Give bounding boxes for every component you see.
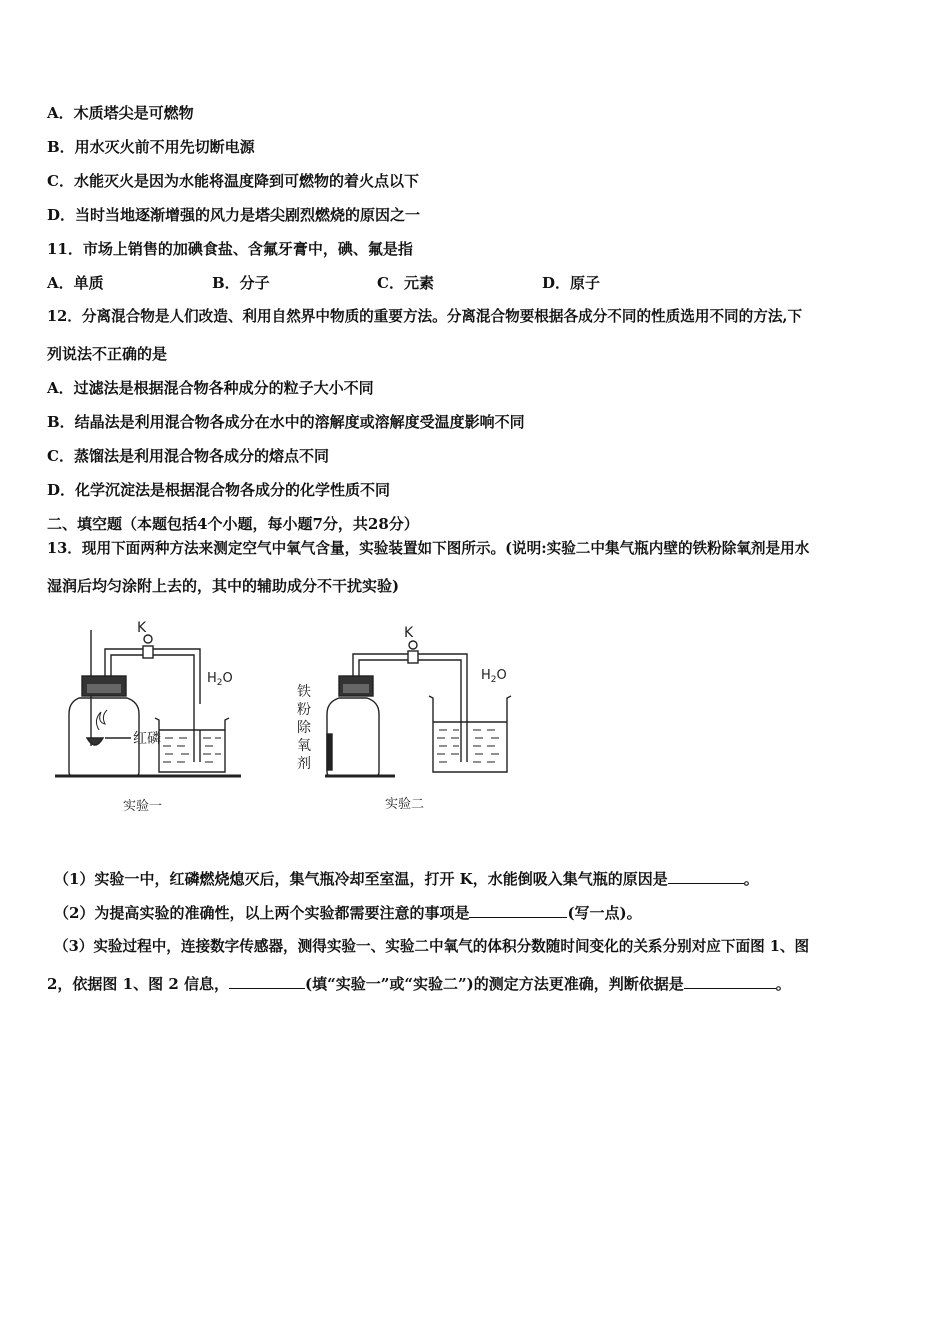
q12-stem-line2: 列说法不正确的是 [47, 345, 168, 363]
q10-option-a: A．木质塔尖是可燃物 [47, 104, 194, 122]
valve-label-1: K [137, 620, 147, 636]
caption-experiment-1: 实验一 [123, 799, 163, 814]
q11-option-d: D．原子 [542, 274, 601, 292]
svg-text:粉: 粉 [297, 702, 311, 718]
q13-part3-line1: （3）实验过程中，连接数字传感器，测得实验一、实验二中氧气的体积分数随时间变化的关系分别对应下面图 1、图 [54, 938, 810, 955]
q12-option-a: A．过滤法是根据混合物各种成分的粒子大小不同 [47, 379, 374, 397]
gas-bottle-1 [69, 698, 139, 776]
water-label-2: $H_2O$ [481, 668, 507, 685]
water-label-1: $H_2O$ [207, 671, 233, 688]
iron-powder-label [297, 683, 312, 772]
apparatus-figure [55, 612, 535, 822]
iron-powder-coating [327, 734, 332, 770]
valve-2 [408, 651, 418, 663]
q13-part3-line2: 2，依据图 1、图 2 信息， (填“实验一”或“实验二”)的测定方法更准确，判断依据是 。 [47, 975, 791, 993]
q12-option-d: D．化学沉淀法是根据混合物各成分的化学性质不同 [47, 481, 391, 499]
q11-option-a: A．单质 [47, 274, 104, 292]
q12-stem-line1: 12．分离混合物是人们改造、利用自然界中物质的重要方法。分离混合物要根据各成分不同的性质选用不同的方法,下 [47, 308, 803, 325]
combustion-spoon [87, 738, 103, 745]
q12-option-c: C．蒸馏法是利用混合物各成分的熔点不同 [47, 447, 329, 465]
q13-part1: （1）实验一中，红磷燃烧熄灭后，集气瓶冷却至室温，打开 K，水能倒吸入集气瓶的原因是 。 [54, 870, 759, 888]
gas-bottle-2 [327, 698, 379, 776]
q10-option-c: C．水能灭火是因为水能将温度降到可燃物的着火点以下 [47, 172, 419, 190]
answer-blank-1[interactable] [668, 869, 744, 884]
svg-text:铁: 铁 [297, 684, 311, 700]
answer-blank-4[interactable] [684, 974, 776, 989]
red-phosphorus-label: 红磷 [133, 731, 161, 747]
beaker-2 [429, 696, 511, 772]
valve-label-2: K [404, 625, 414, 641]
q11-stem: 11．市场上销售的加碘食盐、含氟牙膏中，碘、氟是指 [47, 240, 413, 258]
valve-1 [143, 646, 153, 658]
svg-text:氧: 氧 [297, 738, 311, 754]
connecting-tube-2 [353, 654, 467, 762]
answer-blank-3[interactable] [229, 974, 305, 989]
beaker-1 [155, 718, 229, 772]
q11-option-b: B．分子 [212, 274, 270, 292]
q12-option-b: B．结晶法是利用混合物各成分在水中的溶解度或溶解度受温度影响不同 [47, 413, 525, 431]
q10-option-d: D．当时当地逐渐增强的风力是塔尖剧烈燃烧的原因之一 [47, 206, 421, 224]
answer-blank-2[interactable] [469, 903, 567, 918]
water-1 [163, 738, 221, 762]
q13-stem-line1: 13．现用下面两种方法来测定空气中氧气含量，实验装置如下图所示。(说明:实验二中集气瓶内壁的铁粉除氧剂是用水 [47, 540, 810, 557]
water-2 [437, 730, 499, 762]
svg-text:剂: 剂 [297, 756, 311, 772]
caption-experiment-2: 实验二 [385, 797, 425, 812]
svg-text:除: 除 [297, 720, 311, 736]
q11-option-c: C．元素 [377, 274, 434, 292]
section-heading: 二、填空题（本题包括4个小题，每小题7分，共28分） [47, 515, 419, 533]
q10-option-b: B．用水灭火前不用先切断电源 [47, 138, 255, 156]
q13-stem-line2: 湿润后均匀涂附上去的，其中的辅助成分不干扰实验) [47, 577, 400, 595]
q13-part2: （2）为提高实验的准确性，以上两个实验都需要注意的事项是 (写一点)。 [54, 904, 642, 922]
